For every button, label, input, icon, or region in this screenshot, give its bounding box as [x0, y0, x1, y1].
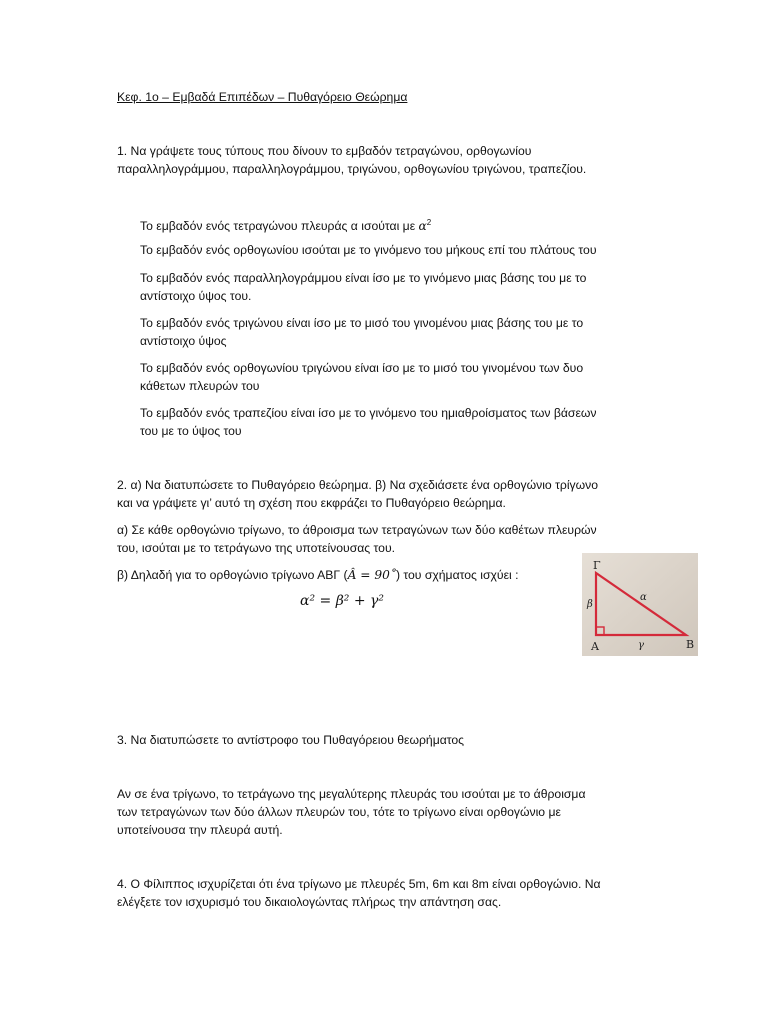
answer-1-square — [140, 214, 431, 235]
question-1-line-1: 1. Να γράψετε τους τύπους που δίνουν το εμβαδόν τετραγώνου, ορθογωνίου — [117, 144, 532, 158]
side-beta-label: β — [587, 599, 593, 610]
answer-1-right-triangle-line-2: κάθετων πλευρών του — [140, 379, 260, 393]
answer-1-parallelogram-line-1: Το εμβαδόν ενός παραλληλογράμμου είναι ίσο με το γινόμενο μιας βάσης του με το — [140, 271, 587, 285]
answer-2a-line-1: α) Σε κάθε ορθογώνιο τρίγωνο, το άθροισμα των τετραγώνων των δύο καθέτων πλευρών — [117, 523, 597, 537]
question-2-line-2: και να γράψετε γι’ αυτό τη σχέση που εκφράζει το Πυθαγόρειο θεώρημα. — [117, 496, 506, 510]
side-gamma-label: γ — [638, 640, 644, 651]
angle-a-math: Â = 90˚ — [347, 568, 396, 582]
answer-1-triangle-line-2: αντίστοιχο ύψος — [140, 334, 227, 348]
answer-2b-pre: β) Δηλαδή για το ορθογώνιο τρίγωνο ΑΒΓ ( — [117, 568, 348, 582]
right-triangle-figure — [582, 553, 698, 656]
answer-1-square-text: Το εμβαδόν ενός τετραγώνου πλευράς α ισούται με — [140, 219, 419, 234]
question-4-line-1: 4. Ο Φίλιππος ισχυρίζεται ότι ένα τρίγωνο με πλευρές 5m, 6m και 8m είναι ορθογώνιο. Να — [117, 877, 601, 891]
question-4-line-2: ελέγξετε τον ισχυρισμό του δικαιολογώντας πλήρως την απάντηση σας. — [117, 895, 502, 909]
answer-1-rectangle: Το εμβαδόν ενός ορθογωνίου ισούται με το γινόμενο του μήκους επί του πλάτους του — [140, 243, 597, 257]
vertex-a-label: Α — [591, 640, 599, 653]
vertex-b-label: Β — [686, 638, 695, 651]
answer-3-line-2: των τετραγώνων των δύο άλλων πλευρών του, τότε το τρίγωνο είναι ορθογώνιο με — [117, 805, 561, 819]
pythagorean-formula: α² = β² + γ² — [300, 593, 385, 609]
vertex-gamma-label: Γ — [593, 559, 601, 572]
answer-3-line-1: Αν σε ένα τρίγωνο, το τετράγωνο της μεγαλύτερης πλευράς του ισούται με το άθροισμα — [117, 787, 586, 801]
answer-1-trapezoid-line-2: του με το ύψος του — [140, 424, 242, 438]
answer-2a-line-2: του, ισούται με το τετράγωνο της υποτείνουσας του. — [117, 541, 396, 555]
answer-1-trapezoid-line-1: Το εμβαδόν ενός τραπεζίου είναι ίσο με το γινόμενο του ημιαθροίσματος των βάσεων — [140, 406, 597, 420]
answer-3-line-3: υποτείνουσα την πλευρά αυτή. — [117, 823, 283, 837]
question-3: 3. Να διατυπώσετε το αντίστροφο του Πυθαγόρειου θεωρήματος — [117, 733, 465, 747]
answer-1-right-triangle-line-1: Το εμβαδόν ενός ορθογωνίου τριγώνου είναι ίσο με το μισό του γινομένου των δυο — [140, 361, 584, 375]
side-alpha-label: α — [640, 592, 647, 603]
page-title: Κεφ. 1ο – Εμβαδά Επιπέδων – Πυθαγόρειο Θεώρημα — [117, 90, 408, 104]
answer-1-square-exponent: 2 — [426, 218, 432, 227]
answer-2b-post: ) του σχήματος ισχύει : — [395, 568, 519, 582]
answer-1-parallelogram-line-2: αντίστοιχο ύψος του. — [140, 289, 252, 303]
answer-1-square-math: α — [418, 219, 427, 234]
question-2-line-1: 2. α) Να διατυπώσετε το Πυθαγόρειο θεώρημα. β) Να σχεδιάσετε ένα ορθογώνιο τρίγωνο — [117, 478, 599, 492]
answer-1-triangle-line-1: Το εμβαδόν ενός τριγώνου είναι ίσο με το μισό του γινομένου μιας βάσης του με το — [140, 316, 584, 330]
question-1-line-2: παραλληλογράμμου, παραλληλογράμμου, τριγώνου, ορθογωνίου τριγώνου, τραπεζίου. — [117, 162, 587, 176]
answer-2b — [117, 566, 519, 584]
